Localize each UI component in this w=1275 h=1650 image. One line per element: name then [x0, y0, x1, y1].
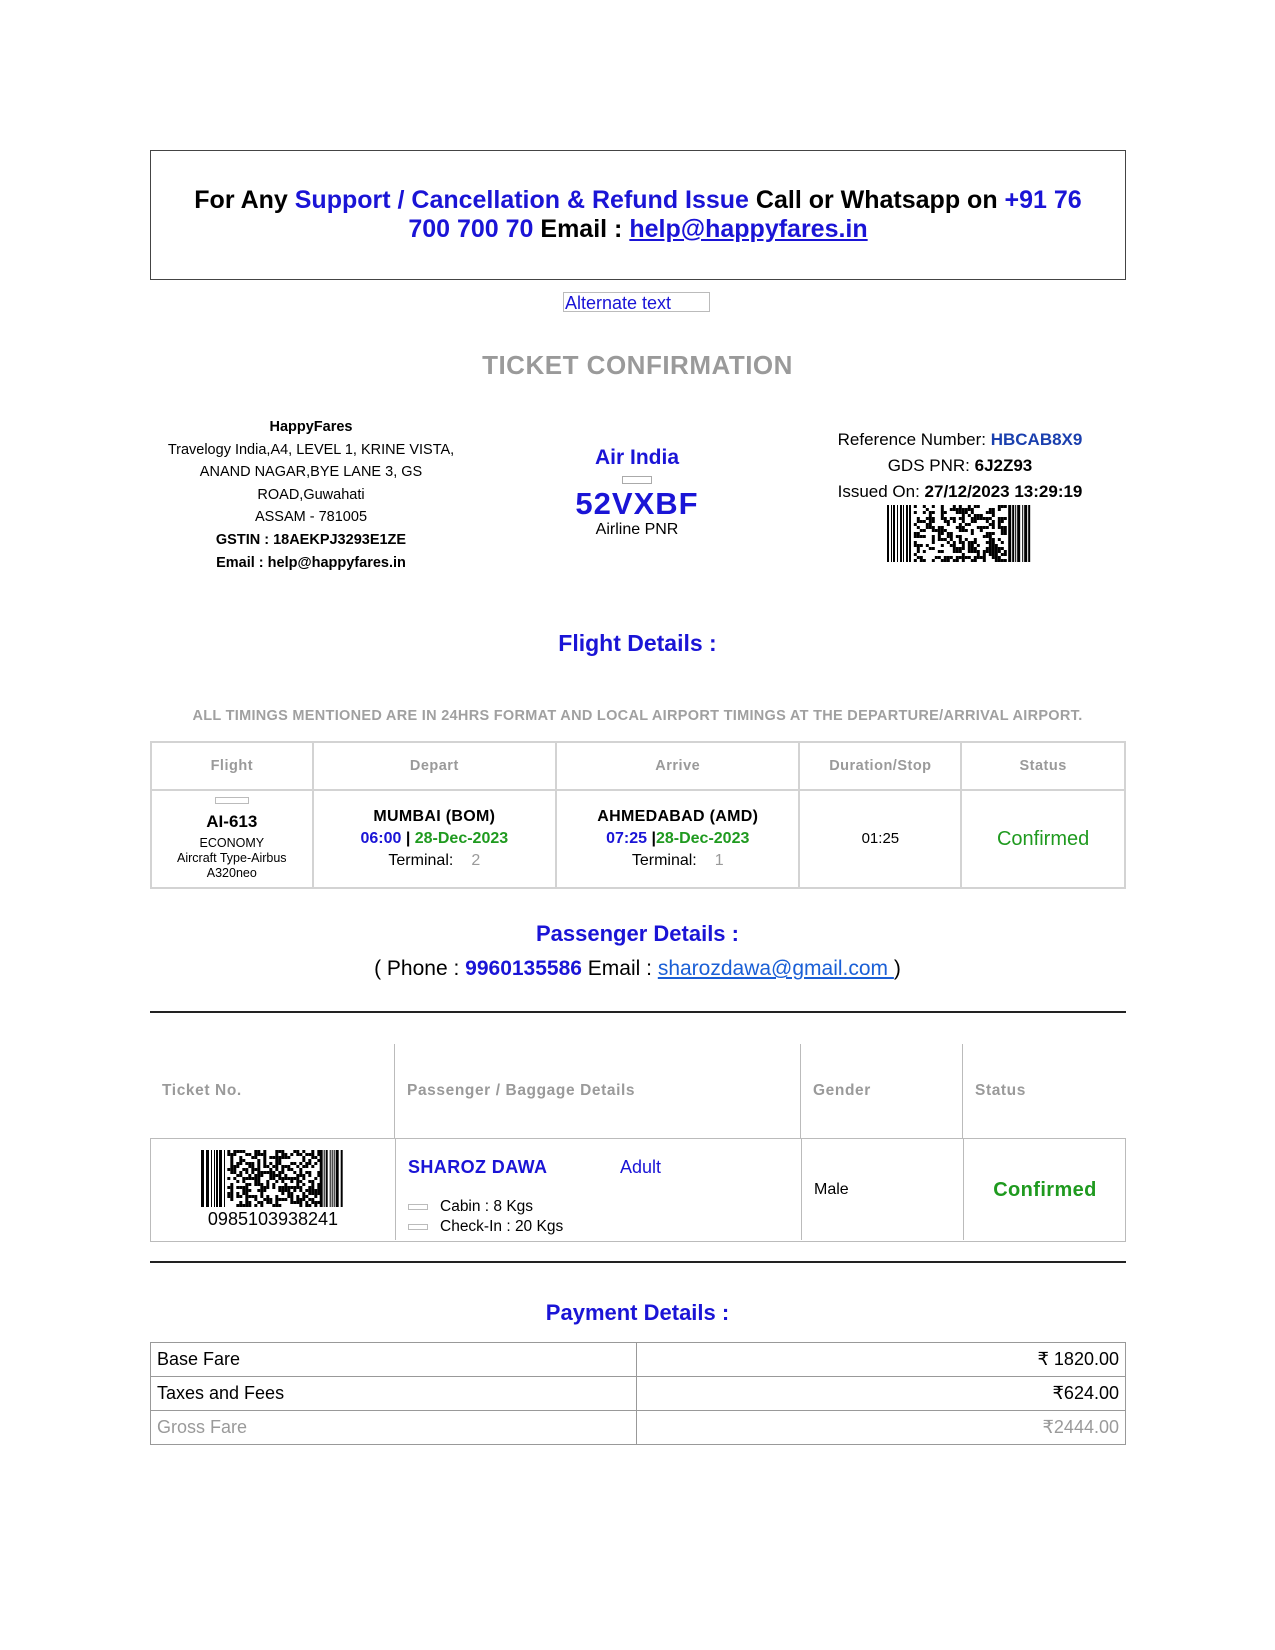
divider — [150, 1261, 1126, 1263]
depart-date: 28-Dec-2023 — [414, 830, 509, 847]
table-row — [151, 790, 1125, 888]
flight-table — [150, 741, 1126, 889]
flight-details-title: Flight Details : — [558, 630, 717, 656]
booking-barcode-icon — [887, 505, 1033, 562]
column-header: Depart — [313, 742, 556, 790]
gds-pnr-label: GDS PNR: — [887, 456, 975, 475]
fare-label: Gross Fare — [151, 1411, 637, 1445]
support-email-label: Email : — [533, 215, 630, 243]
depart-datetime: 06:00 | 28-Dec-2023 — [360, 830, 509, 847]
baggage-icon — [408, 1224, 428, 1230]
cabin-baggage — [408, 1198, 533, 1216]
contact-close: ) — [893, 957, 901, 980]
flight-table-header — [151, 742, 1125, 790]
agency-gstin: GSTIN : 18AEKPJ3293E1ZE — [215, 531, 407, 548]
depart-terminal: 2 — [471, 852, 481, 869]
depart-city: MUMBAI (BOM) — [373, 808, 496, 825]
column-header: Gender — [800, 1044, 962, 1138]
fare-label: Base Fare — [151, 1343, 637, 1377]
support-email-link[interactable]: help@happyfares.in — [629, 215, 868, 243]
gds-pnr-row — [810, 453, 1110, 479]
agency-address-line: ASSAM - 781005 — [254, 509, 368, 526]
fare-label: Taxes and Fees — [151, 1377, 637, 1411]
issued-on-row — [810, 479, 1110, 505]
contact-email-label: Email : — [581, 957, 658, 980]
duration-cell — [799, 790, 961, 888]
contact-open: ( Phone : — [374, 957, 466, 980]
column-header: Arrive — [556, 742, 799, 790]
arrive-cell — [556, 790, 799, 888]
table-row — [151, 1343, 1126, 1377]
flight-number: AI-613 — [206, 812, 258, 831]
fare-amount: ₹624.00 — [637, 1377, 1126, 1411]
reference-number: HBCAB8X9 — [990, 430, 1083, 449]
cabin-class: ECONOMY — [199, 836, 265, 850]
issued-on: 27/12/2023 13:29:19 — [924, 482, 1083, 501]
arrive-terminal: 1 — [714, 852, 724, 869]
ticket-cell — [151, 1139, 395, 1240]
page-title: TICKET CONFIRMATION — [482, 350, 793, 380]
flight-duration: 01:25 — [861, 830, 900, 847]
aircraft-type: Aircraft Type-Airbus A320neo — [177, 851, 287, 880]
checkin-baggage — [408, 1218, 563, 1236]
arrive-datetime: 07:25 |28-Dec-2023 — [606, 830, 750, 847]
table-row — [150, 1138, 1126, 1242]
arrive-date: 28-Dec-2023 — [655, 830, 750, 847]
support-phone: +91 76 700 700 70 — [408, 186, 1082, 243]
column-header: Status — [962, 1044, 1126, 1138]
payment-table — [150, 1342, 1126, 1445]
passenger-status: Confirmed — [993, 1179, 1097, 1201]
table-row — [151, 1411, 1126, 1445]
cabin-baggage-text: Cabin : 8 Kgs — [440, 1198, 534, 1215]
passenger-name: SHAROZ DAWA — [408, 1157, 548, 1177]
column-header: Ticket No. — [162, 1082, 242, 1099]
arrive-terminal-row — [557, 852, 798, 870]
airline-logo-icon — [215, 797, 249, 804]
fare-amount: ₹2444.00 — [637, 1411, 1126, 1445]
flight-status: Confirmed — [996, 827, 1090, 850]
payment-details-title: Payment Details : — [545, 1300, 730, 1325]
airline-name: Air India — [594, 446, 679, 469]
airline-logo-icon — [622, 476, 652, 484]
agency-address-line: ROAD,Guwahati — [257, 486, 365, 503]
agency-address-line: ANAND NAGAR,BYE LANE 3, GS — [199, 464, 423, 481]
airline-pnr: 52VXBF — [575, 486, 699, 521]
passenger-table-header — [150, 1044, 1126, 1138]
depart-cell — [313, 790, 556, 888]
gender-cell — [801, 1139, 963, 1240]
contact-email-link[interactable]: sharozdawa@gmail.com — [657, 957, 894, 980]
divider — [150, 1011, 1126, 1013]
reference-number-row — [810, 427, 1110, 453]
passenger-contact — [0, 957, 1275, 981]
flight-cell — [151, 790, 313, 888]
column-header: Duration/Stop — [799, 742, 961, 790]
passenger-gender: Male — [814, 1181, 849, 1198]
checkin-baggage-text: Check-In : 20 Kgs — [440, 1218, 564, 1235]
depart-terminal-row — [314, 852, 555, 870]
timings-note: ALL TIMINGS MENTIONED ARE IN 24HRS FORMAT AND LOCAL AIRPORT TIMINGS AT THE DEPARTURE/ARRIVAL AIRPORT. — [192, 708, 1083, 724]
support-banner — [150, 150, 1126, 280]
support-middle: Call or Whatsapp on — [748, 186, 1005, 214]
depart-time: 06:00 — [360, 830, 402, 847]
status-cell — [963, 1139, 1124, 1240]
column-header: Status — [961, 742, 1125, 790]
agency-email: Email : help@happyfares.in — [216, 554, 406, 571]
column-header: Flight — [151, 742, 313, 790]
airline-block — [537, 446, 737, 539]
reference-block — [810, 427, 1110, 505]
terminal-label: Terminal: — [631, 852, 697, 869]
airline-pnr-label: Airline PNR — [595, 521, 679, 538]
agency-address-line: Travelogy India,A4, LEVEL 1, KRINE VISTA, — [167, 441, 455, 458]
arrive-city: AHMEDABAD (AMD) — [597, 808, 759, 825]
agency-block — [150, 416, 472, 574]
arrive-time: 07:25 — [606, 830, 648, 847]
passenger-details-title: Passenger Details : — [536, 921, 739, 946]
support-text — [151, 186, 1125, 244]
fare-amount: ₹ 1820.00 — [637, 1343, 1126, 1377]
support-prefix: For Any — [194, 186, 295, 214]
contact-phone: 9960135586 — [465, 957, 582, 980]
column-header: Passenger / Baggage Details — [394, 1044, 800, 1138]
baggage-icon — [408, 1204, 428, 1210]
reference-number-label: Reference Number: — [837, 430, 991, 449]
terminal-label: Terminal: — [388, 852, 454, 869]
passenger-type: Adult — [620, 1157, 662, 1177]
table-row — [151, 1377, 1126, 1411]
status-cell — [961, 790, 1125, 888]
logo-alternate-text: Alternate text — [563, 292, 710, 312]
ticket-barcode-icon — [201, 1150, 344, 1207]
gds-pnr: 6J2Z93 — [974, 456, 1033, 475]
passenger-cell — [395, 1139, 801, 1240]
issued-on-label: Issued On: — [837, 482, 925, 501]
agency-name: HappyFares — [269, 419, 353, 435]
ticket-number: 0985103938241 — [207, 1209, 339, 1229]
support-highlight: Support / Cancellation & Refund Issue — [294, 186, 749, 214]
